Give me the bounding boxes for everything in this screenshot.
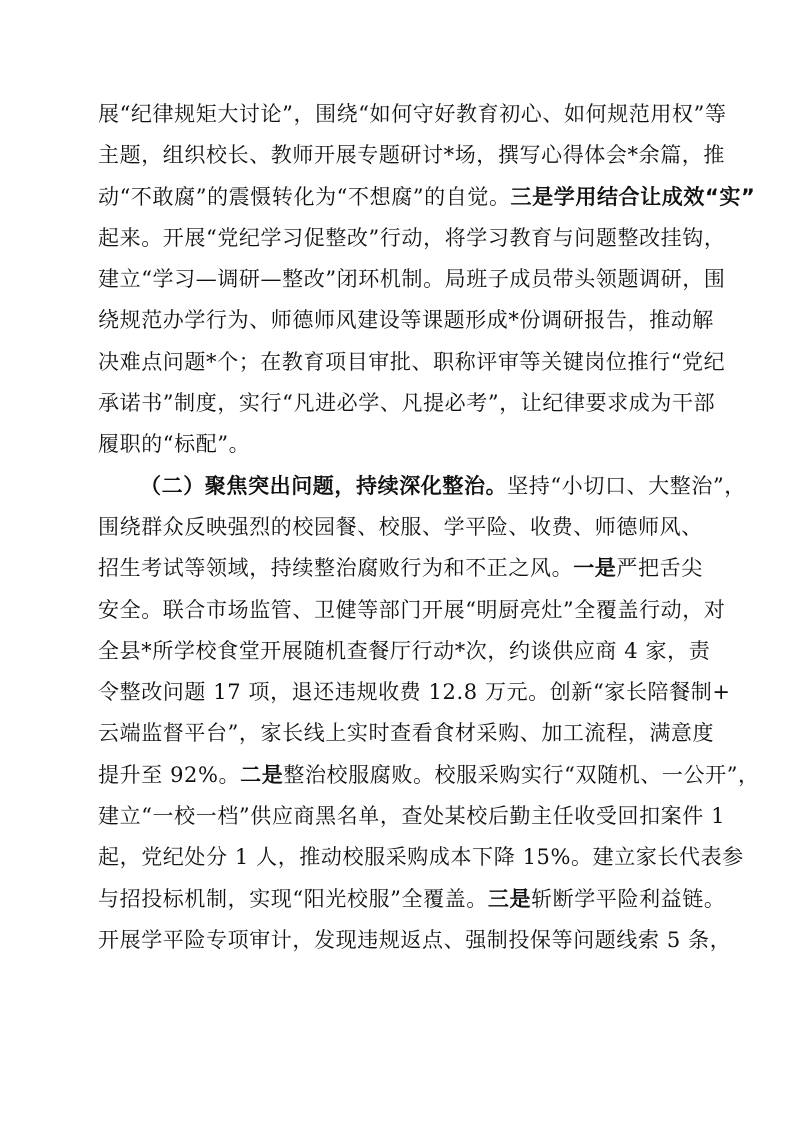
text-run: 起，党纪处分 1 人，推动校服采购成本下降 15%。建立家长代表参: [98, 845, 744, 870]
text-line: [98, 466, 746, 507]
text-run: 决难点问题*个；在教育项目审批、职称评审等关键岗位推行“党纪: [98, 349, 726, 374]
text-line: [98, 507, 703, 548]
text-line: [98, 300, 714, 341]
text-run: 整治校服腐败。校服采购实行“双随机、一公开”，: [283, 762, 760, 787]
text-line: [98, 424, 698, 465]
document-body: [98, 94, 760, 961]
text-line: [98, 631, 711, 672]
bold-text-run: 三是: [487, 886, 532, 911]
text-run: 招生考试等领域，持续整治腐败行为和不正之风。: [98, 556, 574, 581]
text-line: [98, 135, 725, 176]
text-line: [98, 590, 726, 631]
text-line: [98, 342, 726, 383]
text-line: [98, 94, 727, 135]
text-line: [98, 713, 715, 754]
text-line: [98, 383, 716, 424]
text-run: 承诺书”制度，实行“凡进必学、凡提必考”，让纪律要求成为干部: [98, 391, 716, 416]
text-run: 展“纪律规矩大讨论”，围绕“如何守好教育初心、如何规范用权”等: [98, 102, 727, 126]
bold-text-run: 二是: [240, 762, 284, 787]
text-run: 全县*所学校食堂开展随机查餐厅行动*次，约谈供应商 4 家，责: [98, 638, 711, 663]
text-line: [98, 837, 744, 878]
bold-text-run: 三是学用结合让成效“实”: [510, 184, 756, 209]
section-heading: （二）聚焦突出问题，持续深化整治。: [140, 473, 508, 498]
text-run: 云端监督平台”，家长线上实时查看食材采购、加工流程，满意度: [98, 721, 715, 746]
text-run: 履职的“标配”。: [98, 432, 251, 457]
text-run: 与招投标机制，实现“阳光校服”全覆盖。: [98, 886, 488, 911]
text-line: [98, 548, 703, 589]
text-line: [98, 672, 731, 713]
text-line: [98, 796, 726, 837]
text-line: [98, 177, 756, 218]
text-line: [98, 879, 726, 920]
text-run: 安全。联合市场监管、卫健等部门开展“明厨亮灶”全覆盖行动，对: [98, 597, 726, 622]
text-run: 提升至 92%。: [98, 762, 241, 787]
text-run: 斩断学平险利益链。: [531, 886, 726, 911]
text-run: 开展学平险专项审计，发现违规返点、强制投保等问题线索 5 条，: [98, 927, 732, 952]
text-run: 建立“学习—调研—整改”闭环机制。局班子成员带头领题调研，围: [98, 267, 726, 292]
text-line: [98, 218, 726, 259]
text-run: 坚持“小切口、大整治”，: [507, 473, 746, 498]
text-run: 令整改问题 17 项，退还违规收费 12.8 万元。创新“家长陪餐制+: [98, 680, 731, 705]
text-run: 建立“一校一档”供应商黑名单，查处某校后勤主任收受回扣案件 1: [98, 804, 726, 829]
text-run: 严把舌尖: [616, 556, 703, 581]
bold-text-run: 一是: [573, 556, 617, 581]
text-line: [98, 259, 726, 300]
text-run: 绕规范办学行为、师德师风建设等课题形成*份调研报告，推动解: [98, 308, 714, 333]
text-run: 主题，组织校长、教师开展专题研讨*场，撰写心得体会*余篇，推: [98, 143, 725, 168]
text-run: 围绕群众反映强烈的校园餐、校服、学平险、收费、师德师风、: [98, 514, 703, 539]
text-line: [98, 755, 760, 796]
text-line: [98, 920, 732, 961]
text-run: 起来。开展“党纪学习促整改”行动，将学习教育与问题整改挂钩，: [98, 225, 726, 250]
text-run: 动“不敢腐”的震慑转化为“不想腐”的自觉。: [98, 184, 511, 209]
